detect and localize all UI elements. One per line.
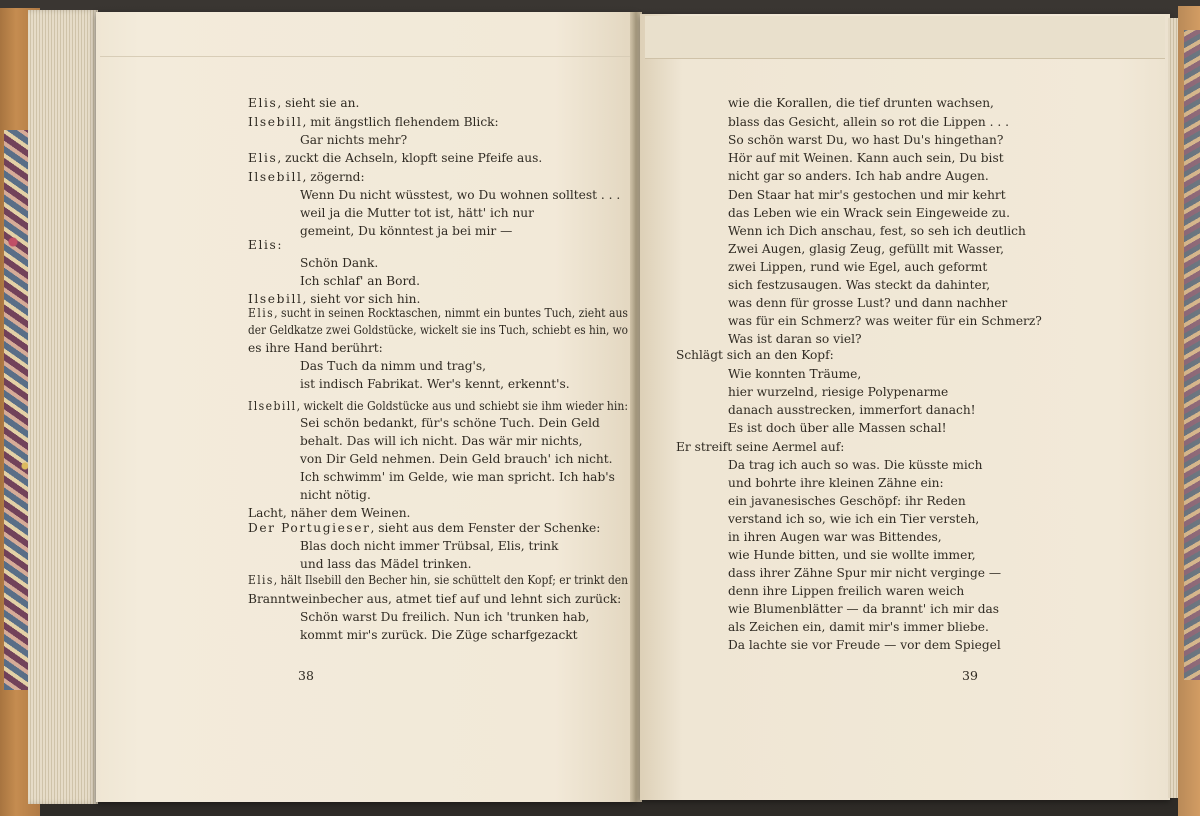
speaker-name: Ilsebill (248, 399, 297, 413)
line-text: weil ja die Mutter tot ist, hätt' ich nur (300, 206, 534, 220)
line-text: Ich schwimm' im Gelde, wie man spricht. Ich hab's (300, 470, 615, 484)
line-text: es ihre Hand berührt: (248, 341, 383, 355)
right_page-line (728, 600, 999, 618)
speaker-name: Ilsebill (248, 115, 303, 129)
line-text: gemeint, Du könntest ja bei mir — (300, 224, 513, 238)
line-text: hier wurzelnd, riesige Polypenarme (728, 385, 949, 399)
line-text: Schlägt sich an den Kopf: (676, 348, 834, 362)
left_page-line (300, 608, 589, 626)
left_page-line (248, 571, 628, 589)
left_page-line (248, 321, 628, 339)
left_page-line (300, 357, 486, 375)
right_page-line (728, 258, 987, 276)
line-text: Lacht, näher dem Weinen. (248, 506, 411, 520)
line-text: Das Tuch da nimm und trag's, (300, 359, 487, 373)
right_page-line (728, 582, 964, 600)
line-text: Wenn Du nicht wüsstest, wo Du wohnen solltest . . . (300, 188, 621, 202)
right_page-line (728, 401, 976, 419)
speaker-name: Elis (248, 96, 278, 110)
speaker-name: Ilsebill (248, 170, 303, 184)
line-text: blass das Gesicht, allein so rot die Lippen . . . (728, 115, 1009, 129)
line-text: wie Blumenblätter — da brannt' ich mir das (728, 602, 1000, 616)
right-page-number: 39 (962, 668, 978, 683)
line-text: , zögernd: (302, 170, 365, 184)
line-text: , hält Ilsebill den Becher hin, sie schüttelt den Kopf; er trinkt den (273, 573, 628, 587)
line-text: wie die Korallen, die tief drunten wachsen, (728, 96, 994, 110)
right-marbled-endpaper (1184, 30, 1200, 680)
line-text: : (277, 238, 282, 252)
left_page-line (300, 131, 407, 149)
right_page-line (676, 438, 844, 456)
line-text: Sei schön bedankt, für's schöne Tuch. Dein Geld (300, 416, 600, 430)
left_page-line (300, 486, 371, 504)
right_page-line (728, 240, 1004, 258)
line-text: in ihren Augen war was Bittendes, (728, 530, 942, 544)
left-page-stack (28, 10, 98, 804)
line-text: Da lachte sie vor Freude — vor dem Spiegel (728, 638, 1001, 652)
right_page-line (728, 204, 1010, 222)
line-text: , zuckt die Achseln, klopft seine Pfeife aus. (277, 151, 543, 165)
line-text: nicht gar so anders. Ich hab andre Augen. (728, 169, 989, 183)
left_page-line (300, 186, 620, 204)
line-text: Wie konnten Träume, (728, 367, 862, 381)
line-text: Branntweinbecher aus, atmet tief auf und lehnt sich zurück: (248, 592, 622, 606)
line-text: danach ausstrecken, immerfort danach! (728, 403, 976, 417)
right_page-line (728, 167, 989, 185)
line-text: denn ihre Lippen freilich waren weich (728, 584, 965, 598)
right_page-line (728, 636, 1001, 654)
right_page-line (728, 131, 1003, 149)
speaker-name: Ilsebill (248, 292, 303, 306)
line-text: nicht nötig. (300, 488, 371, 502)
line-text: Schön warst Du freilich. Nun ich 'trunken hab, (300, 610, 590, 624)
line-text: behalt. Das will ich nicht. Das wär mir nichts, (300, 434, 583, 448)
line-text: Gar nichts mehr? (300, 133, 408, 147)
left_page-line (300, 272, 420, 290)
right_page-line (728, 113, 1009, 131)
right_page-line (728, 618, 989, 636)
line-text: , sieht aus dem Fenster der Schenke: (370, 521, 601, 535)
right_page-line (728, 186, 1006, 204)
left_page-line (248, 149, 542, 167)
left_page-line (248, 519, 600, 537)
line-text: Blas doch nicht immer Trübsal, Elis, trink (300, 539, 559, 553)
left_page-line (248, 94, 359, 112)
line-text: und bohrte ihre kleinen Zähne ein: (728, 476, 944, 490)
line-text: zwei Lippen, rund wie Egel, auch geformt (728, 260, 988, 274)
left_page-line (248, 236, 281, 254)
left_page-line (300, 626, 578, 644)
speaker-name: Elis (248, 238, 278, 252)
line-text: , sucht in seinen Rocktaschen, nimmt ein buntes Tuch, zieht aus (274, 306, 628, 320)
line-text: , sieht vor sich hin. (302, 292, 421, 306)
line-text: , sieht sie an. (277, 96, 360, 110)
speaker-name: Elis (248, 573, 274, 587)
line-text: Ich schlaf' an Bord. (300, 274, 420, 288)
left-page-fold (100, 14, 635, 57)
speaker-name: Elis (248, 306, 275, 320)
right_page-line (728, 383, 948, 401)
speaker-name: Elis (248, 151, 278, 165)
line-text: was denn für grosse Lust? und dann nachher (728, 296, 1008, 310)
left_page-line (248, 590, 621, 608)
right_page-line (728, 546, 976, 564)
line-text: Wenn ich Dich anschau, fest, so seh ich deutlich (728, 224, 1026, 238)
left_page-line (300, 414, 600, 432)
line-text: Da trag ich auch so was. Die küsste mich (728, 458, 983, 472)
right_page-line (728, 294, 1007, 312)
line-text: Schön Dank. (300, 256, 379, 270)
line-text: und lass das Mädel trinken. (300, 557, 472, 571)
left_page-line (300, 468, 615, 486)
right-page-fold (645, 16, 1165, 59)
left_page-line (300, 450, 613, 468)
right_page-line (728, 474, 944, 492)
line-text: wie Hunde bitten, und sie wollte immer, (728, 548, 976, 562)
line-text: , wickelt die Goldstücke aus und schiebt sie ihm wieder hin: (296, 399, 628, 413)
right_page-line (728, 564, 1001, 582)
left_page-line (300, 375, 570, 393)
right_page-line (676, 346, 834, 364)
right_page-line (728, 94, 994, 112)
line-text: sich festzusaugen. Was steckt da dahinter, (728, 278, 991, 292)
line-text: So schön warst Du, wo hast Du's hingethan? (728, 133, 1004, 147)
right_page-line (728, 312, 1042, 330)
left_page-line (300, 537, 558, 555)
line-text: kommt mir's zurück. Die Züge scharfgezackt (300, 628, 578, 642)
line-text: Es ist doch über alle Massen schal! (728, 421, 947, 435)
left_page-line (300, 222, 512, 240)
right_page-line (728, 510, 979, 528)
line-text: das Leben wie ein Wrack sein Eingeweide zu. (728, 206, 1010, 220)
right_page-line (728, 149, 1004, 167)
line-text: Er streift seine Aermel auf: (676, 440, 845, 454)
right_page-line (728, 456, 982, 474)
right_page-line (728, 419, 947, 437)
line-text: , mit ängstlich flehendem Blick: (302, 115, 499, 129)
right_page-line (728, 528, 942, 546)
left_page-line (248, 339, 383, 357)
left_page-line (248, 397, 628, 415)
left-page-number: 38 (298, 668, 314, 683)
left_page-line (248, 113, 499, 131)
left_page-line (248, 304, 628, 322)
left_page-line (300, 432, 583, 450)
right_page-line (728, 222, 1026, 240)
line-text: verstand ich so, wie ich ein Tier versteh, (728, 512, 980, 526)
left_page-line (248, 168, 365, 186)
line-text: Was ist daran so viel? (728, 332, 862, 346)
line-text: der Geldkatze zwei Goldstücke, wickelt sie ins Tuch, schiebt es hin, wo (248, 323, 628, 337)
line-text: Den Staar hat mir's gestochen und mir kehrt (728, 188, 1006, 202)
right_page-line (728, 492, 966, 510)
speaker-name: Der Portugieser (248, 521, 371, 535)
line-text: was für ein Schmerz? was weiter für ein Schmerz? (728, 314, 1042, 328)
right_page-line (728, 365, 861, 383)
line-text: Hör auf mit Weinen. Kann auch sein, Du bist (728, 151, 1004, 165)
line-text: dass ihrer Zähne Spur mir nicht verginge — (728, 566, 1002, 580)
right_page-line (728, 276, 990, 294)
line-text: Zwei Augen, glasig Zeug, gefüllt mit Wasser, (728, 242, 1005, 256)
left_page-line (300, 254, 378, 272)
line-text: ist indisch Fabrikat. Wer's kennt, erkennt's. (300, 377, 570, 391)
line-text: als Zeichen ein, damit mir's immer bliebe. (728, 620, 989, 634)
left_page-line (300, 204, 534, 222)
line-text: von Dir Geld nehmen. Dein Geld brauch' ich nicht. (300, 452, 613, 466)
line-text: ein javanesisches Geschöpf: ihr Reden (728, 494, 966, 508)
